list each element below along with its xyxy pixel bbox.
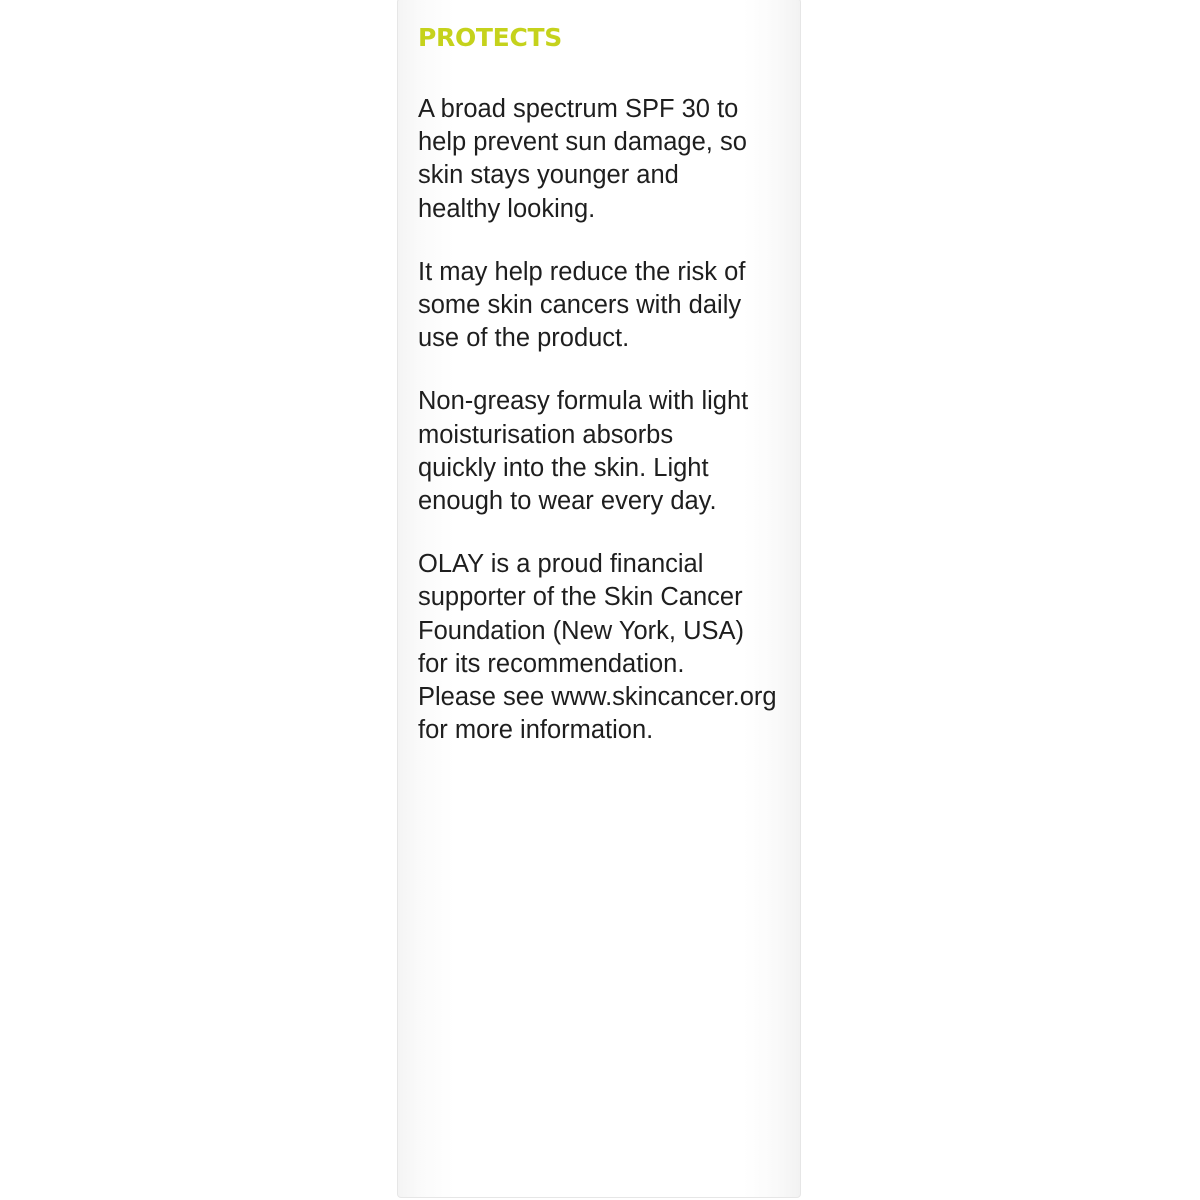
paragraph-spf-protection: A broad spectrum SPF 30 to help prevent sun damage, so skin stays younger and healthy looking. bbox=[418, 95, 747, 223]
panel-text-block bbox=[418, 21, 802, 777]
paragraph-skin-cancer-risk: It may help reduce the risk of some skin cancers with daily use of the product. bbox=[418, 257, 746, 353]
paragraph-foundation-support: OLAY is a proud financial supporter of the Skin Cancer Foundation (New York, USA) for its recommendation. Please see www.skincancer.org for more information. bbox=[418, 550, 777, 745]
paragraph-formula: Non-greasy formula with light moisturisation absorbs quickly into the skin. Light enough to wear every day. bbox=[418, 387, 749, 516]
product-box-side-panel bbox=[397, 0, 801, 1198]
section-heading: PROTECTS bbox=[418, 23, 562, 52]
